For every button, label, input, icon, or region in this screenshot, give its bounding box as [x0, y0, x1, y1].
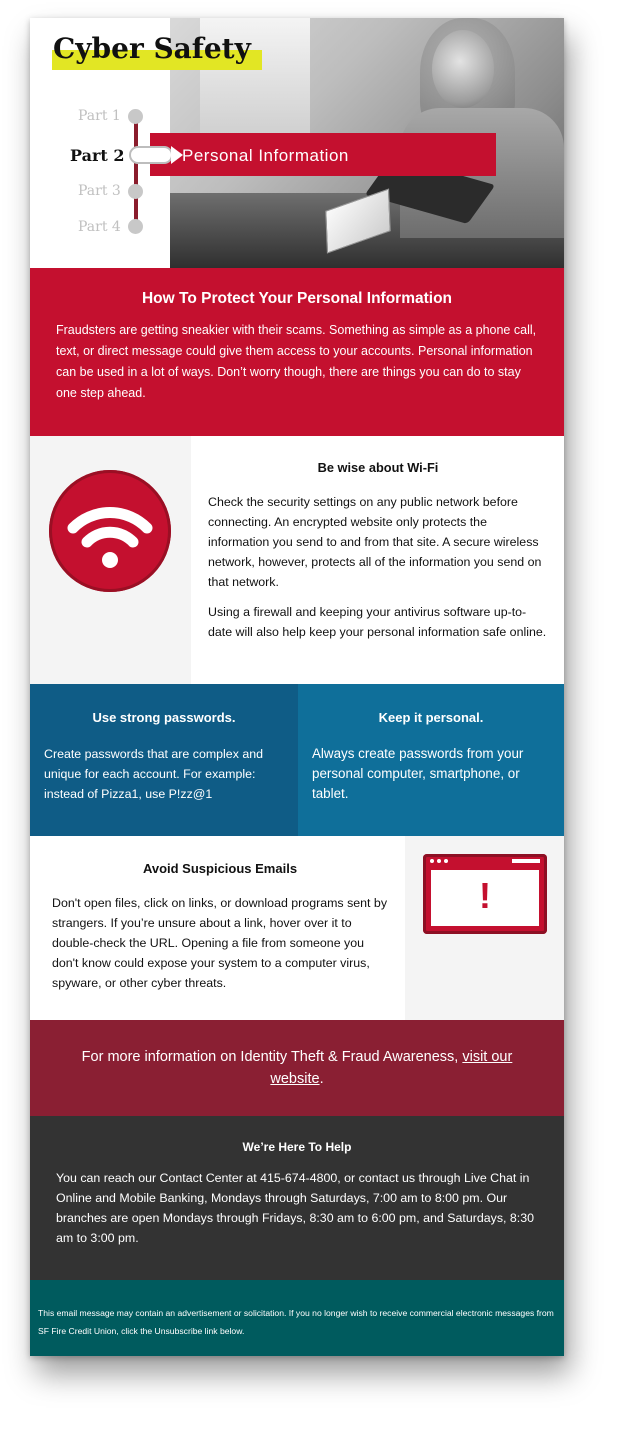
progress-track [134, 110, 138, 230]
wifi-icon [49, 470, 171, 592]
passwords-heading: Use strong passwords. [92, 710, 236, 725]
protect-heading: How To Protect Your Personal Information [141, 290, 453, 307]
emails-section [30, 836, 564, 1020]
more-info-end: . [319, 1071, 324, 1087]
passwords-panel [30, 684, 298, 836]
tips-row [30, 684, 564, 836]
more-info-section [30, 1020, 564, 1116]
page-title: Cyber Safety [53, 32, 251, 65]
part-4-label: Part 4 [78, 219, 121, 235]
wifi-paragraph-2: Using a firewall and keeping your antivirus software up-to-date will also help keep your personal information safe online. [208, 605, 547, 639]
part-1-label: Part 1 [78, 108, 121, 124]
help-body: You can reach our Contact Center at 415-674-4800, or contact us through Live Chat in Online and Mobile Banking, Mondays through Saturdays, 7:00 am to 8:00 pm. Our branches are open Mondays through Fridays, 8:30 am to 6:00 pm, and Saturdays, 8:30 am to 3:00 pm. [56, 1171, 535, 1245]
personal-body: Always create passwords from your personal computer, smartphone, or tablet. [312, 746, 524, 801]
active-part-marker [129, 146, 173, 164]
email-sheet [30, 18, 564, 1356]
personal-heading: Keep it personal. [378, 710, 484, 725]
emails-body: Don't open files, click on links, or download programs sent by strangers. If you’re unsure about a link, hover over it to double-check the URL. Opening a file from someone you don't know could expose your system to a computer virus, spyware, or other cyber threats. [52, 896, 388, 990]
personal-panel [298, 684, 564, 836]
protect-section [30, 268, 564, 436]
footer [30, 1280, 564, 1356]
help-heading: We’re Here To Help [242, 1140, 352, 1154]
emails-heading: Avoid Suspicious Emails [142, 861, 298, 876]
passwords-body: Create passwords that are complex and unique for each account. For example: instead of Pizza1, use P!zz@1 [44, 747, 264, 801]
wifi-section [30, 436, 564, 684]
exclamation-icon: ! [479, 875, 491, 916]
browser-warning-icon [423, 854, 547, 934]
visit-website-link[interactable]: visit our website [270, 1049, 513, 1087]
part-3-dot [128, 184, 143, 199]
wifi-paragraph-1: Check the security settings on any public network before connecting. An encrypted website only protects the information you send to and from that site. A secure wireless network, however, protects all of the information you send on that network. [208, 495, 542, 589]
part-3-label: Part 3 [78, 183, 121, 199]
part-4-dot [128, 219, 143, 234]
protect-body: Fraudsters are getting sneakier with their scams. Something as simple as a phone call, text, or direct message could give them access to your accounts. Personal information can be used in a lot of ways. Don’t worry though, there are things you can do to stay one step ahead. [56, 323, 537, 400]
banner-title: Personal Information [182, 146, 349, 165]
more-info-text [70, 1046, 524, 1090]
more-info-lead: For more information on Identity Theft & Fraud Awareness, [81, 1049, 463, 1065]
hero [30, 18, 564, 268]
wifi-heading: Be wise about Wi-Fi [317, 460, 439, 475]
part-2-label: Part 2 [70, 146, 125, 165]
part-1-dot [128, 109, 143, 124]
help-section [30, 1116, 564, 1280]
footer-disclaimer: This email message may contain an advertisement or solicitation. If you no longer wish to receive commercial electronic messages from SF Fire Credit Union, click the Unsubscribe link below. [38, 1308, 554, 1336]
